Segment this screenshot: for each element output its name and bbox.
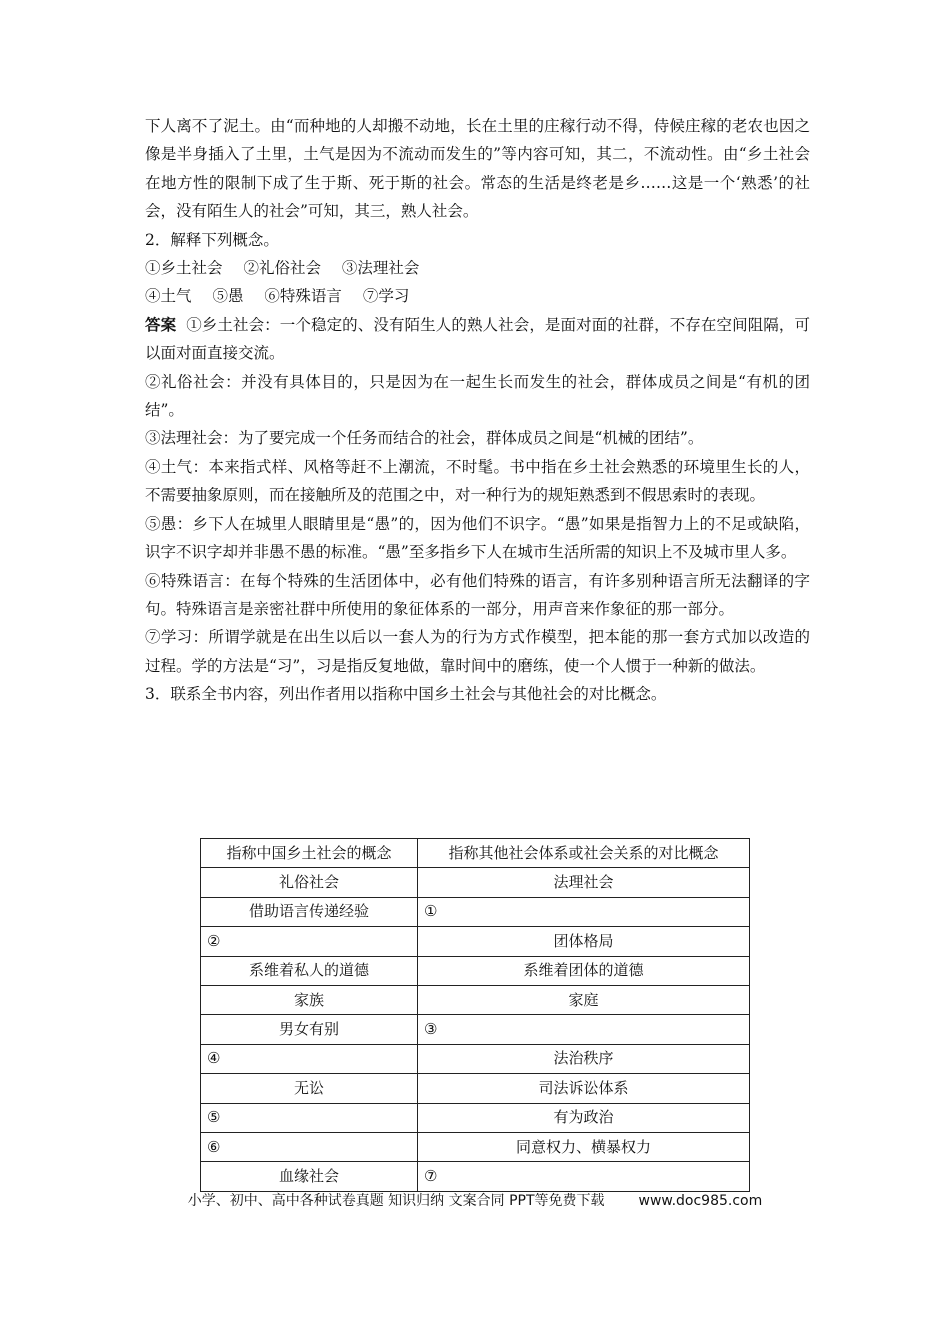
table-cell: 同意权力、横暴权力 (418, 1132, 750, 1161)
table-cell-blank: ④ (201, 1044, 418, 1073)
table-cell: 法理社会 (418, 868, 750, 897)
table-row (201, 1015, 750, 1044)
table-cell: 家族 (201, 985, 418, 1014)
table-cell: 血缘社会 (201, 1162, 418, 1191)
table-cell-blank: ⑦ (418, 1162, 750, 1191)
answer-2: ②礼俗社会：并没有具体目的，只是因为在一起生长而发生的社会，群体成员之间是“有机的团结”。 (145, 372, 810, 420)
table-header: 指称其他社会体系或社会关系的对比概念 (418, 839, 750, 868)
answer-1: 答案 ①乡土社会：一个稳定的、没有陌生人的熟人社会，是面对面的社群，不存在空间阻隔，可以面对面直接交流。 (145, 314, 810, 363)
answer-7: ⑦学习：所谓学就是在出生以后以一套人为的行为方式作模型，把本能的那一套方式加以改造的过程。学的方法是“习”，习是指反复地做，靠时间中的磨练，使一个人惯于一种新的做法。 (145, 628, 810, 675)
table-cell: 系维着私人的道德 (201, 956, 418, 985)
document-body (145, 112, 810, 709)
concept-item: ②礼俗社会 (243, 259, 321, 278)
table-row (201, 1074, 750, 1103)
table-row (201, 1162, 750, 1191)
table-cell: 无讼 (201, 1074, 418, 1103)
concept-list-row-1 (145, 254, 810, 282)
concept-list-row-2 (145, 282, 810, 310)
table-cell: 有为政治 (418, 1103, 750, 1132)
table-cell-blank: ② (201, 927, 418, 956)
page-footer (0, 1190, 950, 1210)
answer-3: ③法理社会：为了要完成一个任务而结合的社会，群体成员之间是“机械的团结”。 (145, 429, 704, 448)
footer-site-link[interactable]: www.doc985.com (638, 1193, 763, 1209)
table-row (201, 1103, 750, 1132)
table-row (201, 868, 750, 897)
table-row (201, 956, 750, 985)
concept-item: ⑦学习 (362, 287, 410, 306)
concept-item: ⑤愚 (212, 287, 244, 306)
table-header-row (201, 839, 750, 868)
table-cell: 团体格局 (418, 927, 750, 956)
table-cell: 法治秩序 (418, 1044, 750, 1073)
concept-item: ④土气 (145, 287, 192, 306)
table-header: 指称中国乡土社会的概念 (201, 839, 418, 868)
table-cell-blank: ① (418, 897, 750, 926)
concept-item: ③法理社会 (341, 259, 420, 278)
question-3-title: 3．联系全书内容，列出作者用以指称中国乡土社会与其他社会的对比概念。 (145, 685, 667, 704)
answer-4: ④土气：本来指式样、风格等赶不上潮流，不时髦。书中指在乡土社会熟悉的环境里生长的人，不需要抽象原则，而在接触所及的范围之中，对一种行为的规矩熟悉到不假思索时的表现。 (145, 457, 810, 505)
table-row (201, 897, 750, 926)
table-cell: 男女有别 (201, 1015, 418, 1044)
table-cell-blank: ⑥ (201, 1132, 418, 1161)
table-row (201, 985, 750, 1014)
answer-6: ⑥特殊语言：在每个特殊的生活团体中，必有他们特殊的语言，有许多别种语言所无法翻译的字句。特殊语言是亲密社群中所使用的象征体系的一部分，用声音来作象征的那一部分。 (145, 571, 810, 618)
table-cell: 系维着团体的道德 (418, 956, 750, 985)
table-cell-blank: ⑤ (201, 1103, 418, 1132)
answer-5: ⑤愚：乡下人在城里人眼睛里是“愚”的，因为他们不识字。“愚”如果是指智力上的不足或缺陷，识字不识字却并非愚不愚的标准。“愚”至多指乡下人在城市生活所需的知识上不及城市里人多。 (145, 514, 810, 562)
table-cell-blank: ③ (418, 1015, 750, 1044)
question-2-title: 2．解释下列概念。 (145, 230, 279, 249)
concept-item: ⑥特殊语言 (264, 287, 342, 306)
answer-label: 答案 (145, 314, 177, 334)
table-cell: 礼俗社会 (201, 868, 418, 897)
intro-paragraph: 下人离不了泥土。由“而种地的人却搬不动地，长在土里的庄稼行动不得，侍候庄稼的老农也因之像是半身插入了土里，土气是因为不流动而发生的”等内容可知，其二，不流动性。由“乡土社会在地方性的限制下成了生于斯、死于斯的社会。常态的生活是终老是乡……这是一个‘熟悉’的社会，没有陌生人的社会”可知，其三，熟人社会。 (145, 117, 810, 221)
table-row (201, 1132, 750, 1161)
comparison-table (200, 838, 750, 1192)
concept-item: ①乡土社会 (145, 259, 223, 278)
footer-text: 小学、初中、高中各种试卷真题 知识归纳 文案合同 PPT等免费下载 (187, 1193, 605, 1209)
table-cell: 家庭 (418, 985, 750, 1014)
table-row (201, 1044, 750, 1073)
table-row (201, 927, 750, 956)
table-cell: 司法诉讼体系 (418, 1074, 750, 1103)
table-cell: 借助语言传递经验 (201, 897, 418, 926)
